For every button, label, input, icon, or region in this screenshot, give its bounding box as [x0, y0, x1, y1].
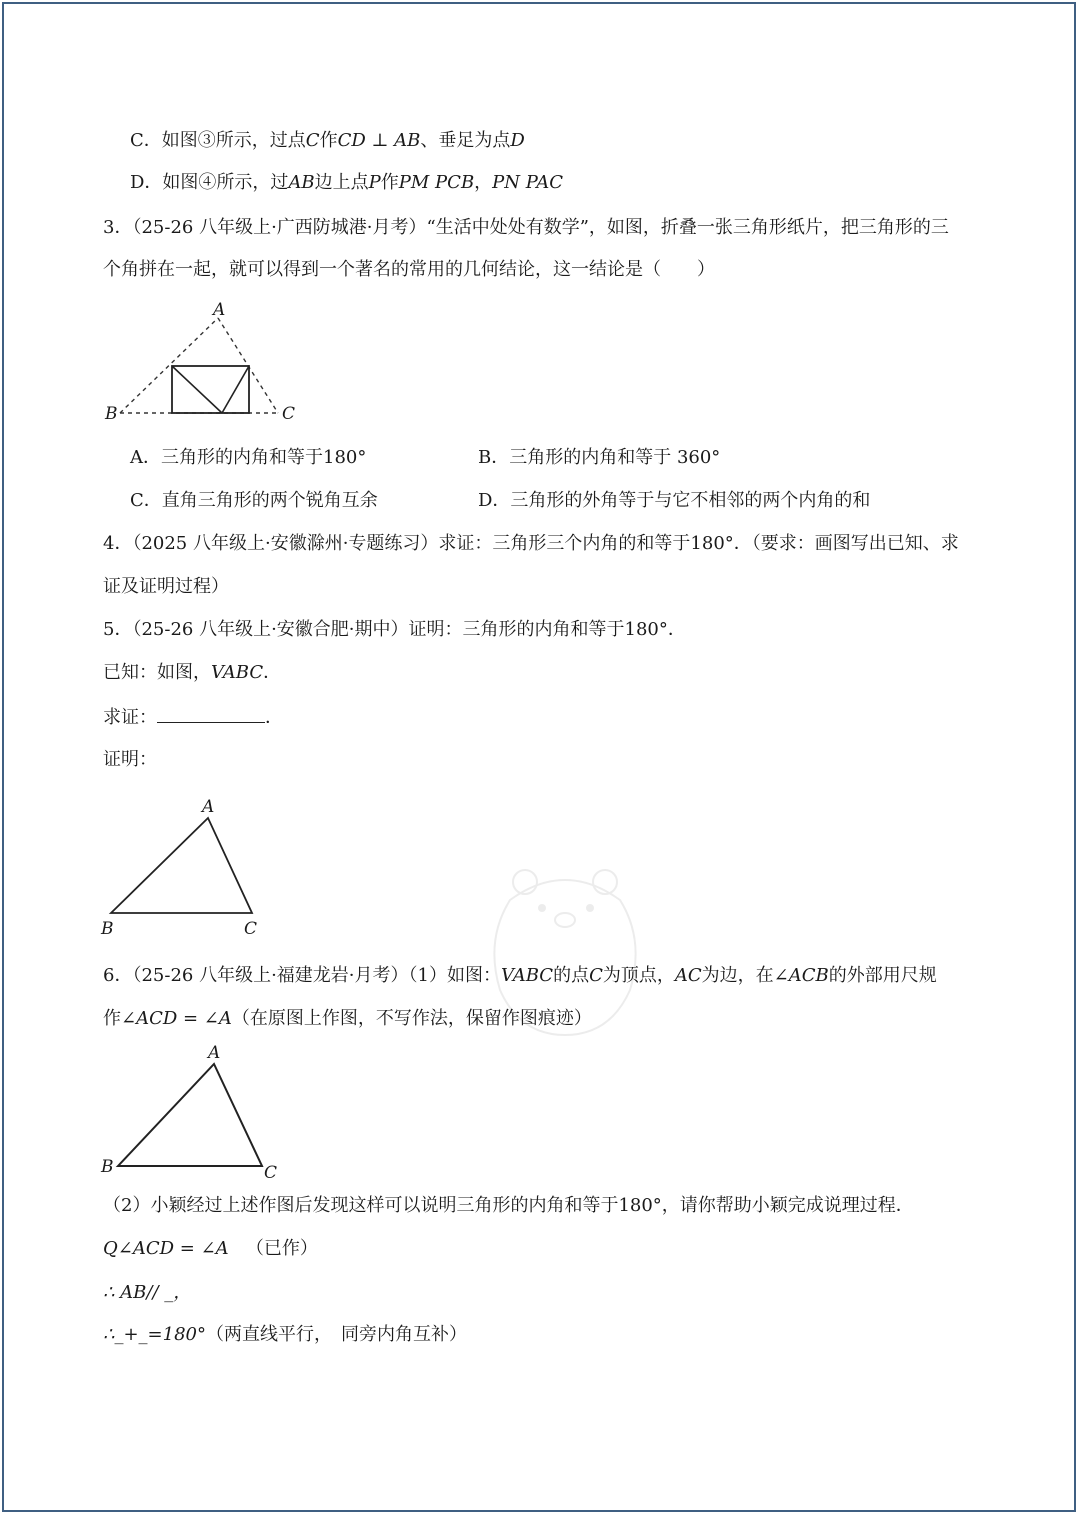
q3-option-b: B．三角形的内角和等于 360°: [478, 447, 721, 468]
q6-step2: ∴ AB// _，: [103, 1282, 192, 1303]
q5-label-c: C: [244, 919, 258, 939]
q3-fold-figure: [100, 300, 310, 430]
q3-line2: 个角拼在一起，就可以得到一个著名的常用的几何结论，这一结论是（ ）: [103, 259, 715, 280]
q3-label-b: B: [105, 404, 118, 424]
q4-line1: 4．（2025 八年级上·安徽滁州·专题练习）求证：三角形三个内角的和等于180°．（要求：画图写出已知、求: [103, 533, 959, 554]
q6-step3: ∴_+_=180°（两直线平行， 同旁内角互补）: [103, 1324, 467, 1345]
q5-known: 已知：如图，VABC．: [103, 662, 282, 683]
q5-triangle-figure: [98, 792, 278, 942]
q6-line2: 作∠ACD = ∠A（在原图上作图，不写作法，保留作图痕迹）: [103, 1008, 592, 1029]
q5-line1: 5．（25-26 八年级上·安徽合肥·期中）证明：三角形的内角和等于180°．: [103, 619, 686, 640]
q5-label-b: B: [101, 919, 114, 939]
q2-option-c: C．如图③所示，过点C作CD ⊥ AB、垂足为点D: [130, 130, 525, 151]
q6-triangle-figure: [98, 1040, 298, 1190]
q2-option-d: D．如图④所示，过AB边上点P作PM PCB，PN PAC: [130, 172, 563, 193]
q3-label-c: C: [282, 404, 296, 424]
q3-option-c: C．直角三角形的两个锐角互余: [130, 490, 378, 511]
q5-blank[interactable]: [157, 704, 265, 723]
q6-line1: 6．（25-26 八年级上·福建龙岩·月考）（1）如图：VABC的点C为顶点，AC为边，在∠ACB的外部用尺规: [103, 965, 937, 986]
q5-prove: 求证： ．: [103, 704, 283, 730]
q3-label-a: A: [213, 300, 226, 320]
q3-line1: 3．（25-26 八年级上·广西防城港·月考）“生活中处处有数学”，如图，折叠一张三角形纸片，把三角形的三: [103, 217, 949, 238]
q3-option-a: A．三角形的内角和等于180°: [130, 447, 367, 468]
q4-line2: 证及证明过程）: [103, 576, 229, 597]
q5-label-a: A: [202, 797, 215, 817]
q6-step1: Q∠ACD = ∠A （已作）: [103, 1238, 318, 1259]
q6-label-c: C: [264, 1163, 278, 1183]
q3-option-d: D．三角形的外角等于与它不相邻的两个内角的和: [478, 490, 871, 511]
q6-part2: （2）小颖经过上述作图后发现这样可以说明三角形的内角和等于180°，请你帮助小颖完成说理过程．: [103, 1195, 914, 1216]
q6-label-b: B: [101, 1157, 114, 1177]
q5-proof-label: 证明：: [103, 749, 157, 770]
q6-label-a: A: [208, 1043, 221, 1063]
